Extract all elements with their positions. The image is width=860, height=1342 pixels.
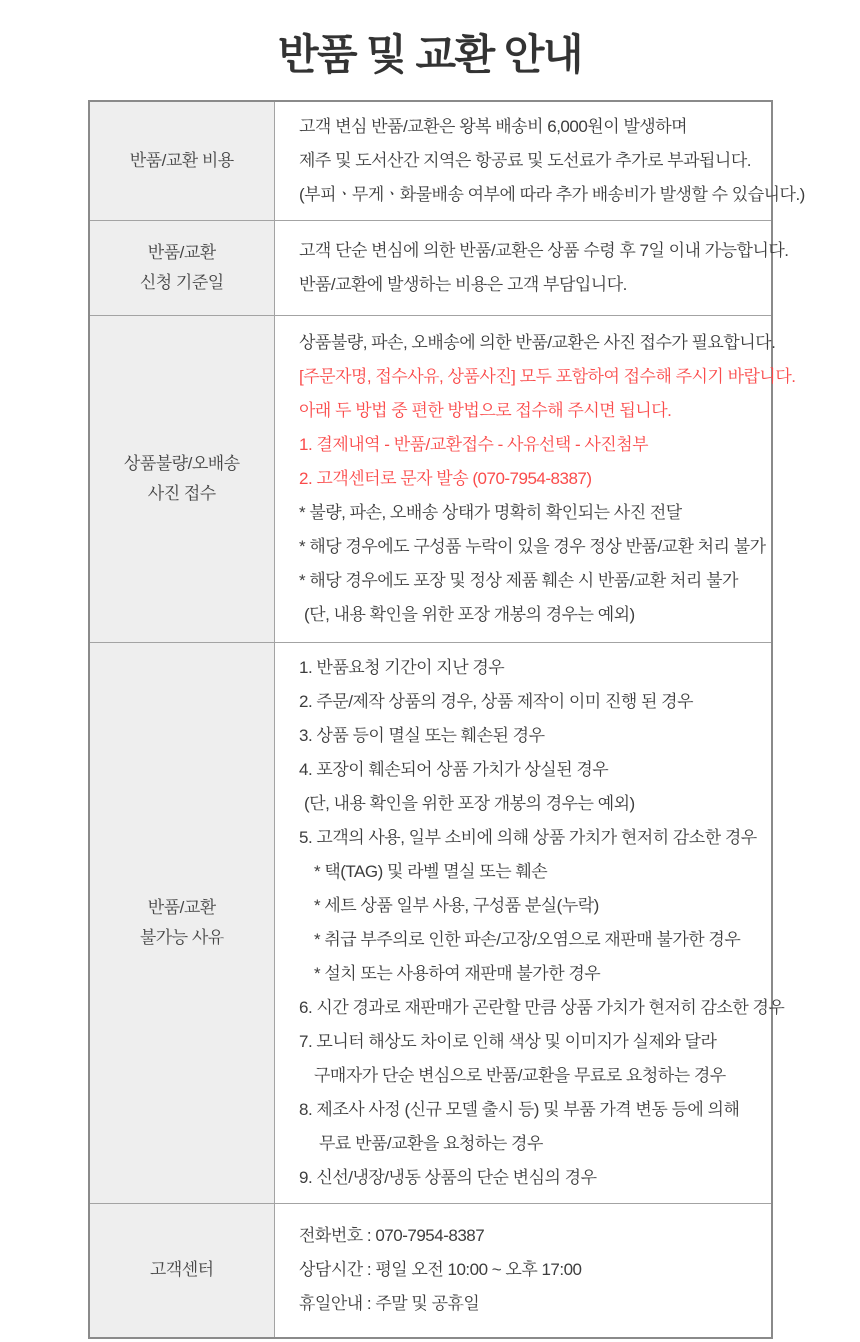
- policy-line: 2. 주문/제작 상품의 경우, 상품 제작이 이미 진행 된 경우: [299, 692, 693, 711]
- row-header-label: 불가능 사유: [139, 928, 224, 947]
- policy-line: * 해당 경우에도 포장 및 정상 제품 훼손 시 반품/교환 처리 불가: [299, 571, 738, 590]
- policy-line: * 취급 부주의로 인한 파손/고장/오염으로 재판매 불가한 경우: [314, 930, 741, 949]
- policy-line: 8. 제조사 사정 (신규 모델 출시 등) 및 부품 가격 변동 등에 의해: [299, 1100, 740, 1119]
- row-content-customer-center: [275, 1204, 772, 1338]
- row-header-deadline: [89, 221, 275, 316]
- policy-line: 제주 및 도서산간 지역은 항공료 및 도선료가 추가로 부과됩니다.: [299, 151, 751, 170]
- policy-line: (단, 내용 확인을 위한 포장 개봉의 경우는 예외): [304, 794, 635, 813]
- policy-line: 3. 상품 등이 멸실 또는 훼손된 경우: [299, 726, 545, 745]
- policy-line-highlight: 1. 결제내역 - 반품/교환접수 - 사유선택 - 사진첨부: [299, 435, 649, 454]
- policy-line: * 세트 상품 일부 사용, 구성품 분실(누락): [314, 896, 599, 915]
- row-header-non-returnable: [89, 643, 275, 1204]
- row-header-photo-submission: [89, 316, 275, 643]
- table-row-photo-submission: [89, 316, 772, 643]
- policy-line: 무료 반품/교환을 요청하는 경우: [319, 1134, 543, 1153]
- policy-line: 6. 시간 경과로 재판매가 곤란할 만큼 상품 가치가 현저히 감소한 경우: [299, 998, 785, 1017]
- row-header-label: 상품불량/오배송: [123, 454, 240, 473]
- table-row-customer-center: [89, 1204, 772, 1338]
- policy-line: (단, 내용 확인을 위한 포장 개봉의 경우는 예외): [304, 605, 635, 624]
- policy-line: 상품불량, 파손, 오배송에 의한 반품/교환은 사진 접수가 필요합니다.: [299, 333, 776, 352]
- row-content-photo-submission: [275, 316, 796, 643]
- policy-line: 구매자가 단순 변심으로 반품/교환을 무료로 요청하는 경우: [314, 1066, 726, 1085]
- policy-line: 5. 고객의 사용, 일부 소비에 의해 상품 가치가 현저히 감소한 경우: [299, 828, 757, 847]
- policy-line-highlight: 아래 두 방법 중 편한 방법으로 접수해 주시면 됩니다.: [299, 401, 672, 420]
- table-row-non-returnable-reasons: [89, 643, 772, 1204]
- policy-line: * 불량, 파손, 오배송 상태가 명확히 확인되는 사진 전달: [299, 503, 682, 522]
- return-exchange-policy-table: [88, 100, 805, 1339]
- policy-line: 7. 모니터 해상도 차이로 인해 색상 및 이미지가 실제와 달라: [299, 1032, 717, 1051]
- policy-line: * 택(TAG) 및 라벨 멸실 또는 훼손: [314, 862, 548, 881]
- row-header-label: 사진 접수: [147, 484, 216, 503]
- row-header-label: 반품/교환: [147, 243, 216, 262]
- row-content-non-returnable: [275, 643, 785, 1204]
- policy-line: (부피ㆍ무게ㆍ화물배송 여부에 따라 추가 배송비가 발생할 수 있습니다.): [299, 185, 805, 204]
- policy-line: 4. 포장이 훼손되어 상품 가치가 상실된 경우: [299, 760, 609, 779]
- row-header-label: 반품/교환: [147, 898, 216, 917]
- row-header-cost: [89, 101, 275, 221]
- page-title: 반품 및 교환 안내: [277, 31, 582, 78]
- table-row-deadline: [89, 221, 772, 316]
- row-header-label: 반품/교환 비용: [129, 151, 234, 170]
- policy-line: 반품/교환에 발생하는 비용은 고객 부담입니다.: [299, 275, 627, 294]
- row-header-customer-center: [89, 1204, 275, 1338]
- customer-center-holidays: 휴일안내 : 주말 및 공휴일: [299, 1294, 480, 1314]
- row-header-label: 고객센터: [149, 1260, 214, 1280]
- row-content-deadline: [275, 221, 789, 316]
- policy-line: 1. 반품요청 기간이 지난 경우: [299, 658, 505, 677]
- policy-line: 9. 신선/냉장/냉동 상품의 단순 변심의 경우: [299, 1168, 597, 1187]
- row-header-label: 신청 기준일: [139, 273, 224, 292]
- policy-line-highlight: [주문자명, 접수사유, 상품사진] 모두 포함하여 접수해 주시기 바랍니다.: [299, 367, 796, 386]
- table-row-cost: [89, 101, 772, 221]
- customer-center-phone: 전화번호 : 070-7954-8387: [299, 1226, 485, 1246]
- policy-line: * 해당 경우에도 구성품 누락이 있을 경우 정상 반품/교환 처리 불가: [299, 537, 766, 556]
- customer-center-hours: 상담시간 : 평일 오전 10:00 ~ 오후 17:00: [299, 1260, 582, 1280]
- policy-line-highlight: 2. 고객센터로 문자 발송 (070-7954-8387): [299, 469, 592, 488]
- policy-line: 고객 단순 변심에 의한 반품/교환은 상품 수령 후 7일 이내 가능합니다.: [299, 241, 789, 260]
- row-content-cost: [275, 101, 805, 221]
- policy-line: 고객 변심 반품/교환은 왕복 배송비 6,000원이 발생하며: [299, 117, 688, 136]
- policy-line: * 설치 또는 사용하여 재판매 불가한 경우: [314, 964, 601, 983]
